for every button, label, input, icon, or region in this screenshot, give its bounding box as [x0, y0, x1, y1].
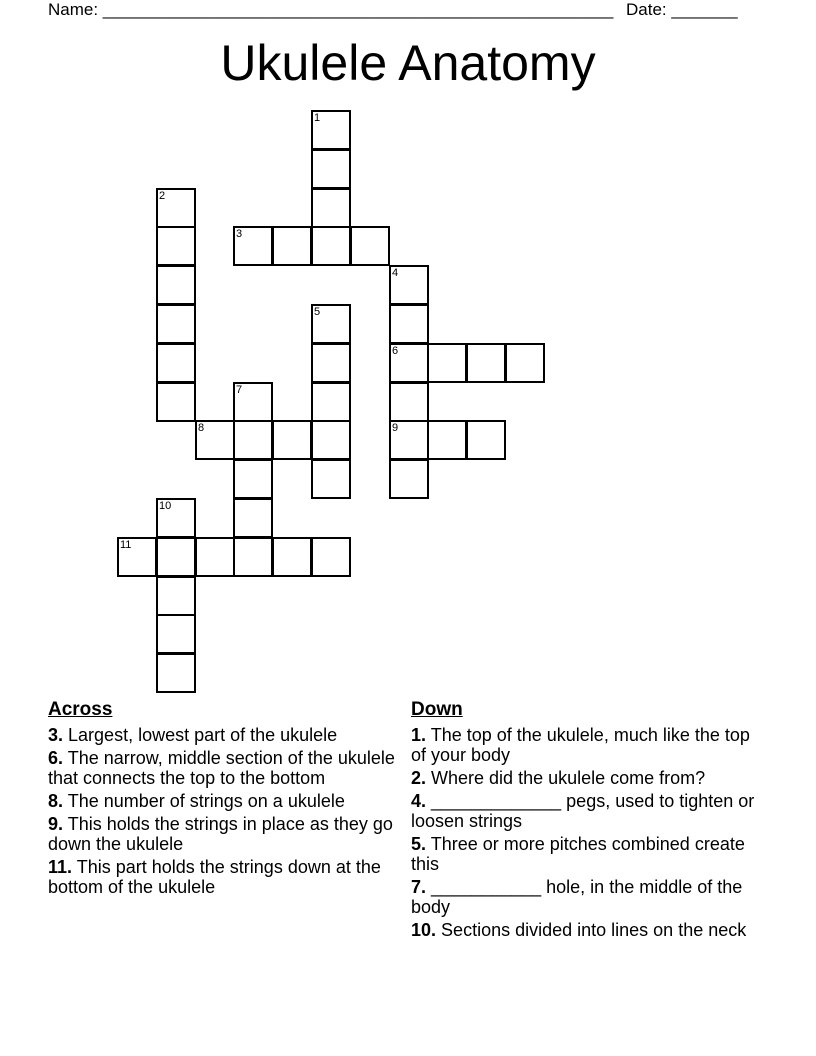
grid-cell[interactable] [195, 537, 235, 577]
grid-cell[interactable] [311, 149, 351, 189]
date-field-label[interactable]: Date: _______ [626, 0, 738, 19]
cell-number: 10 [159, 500, 172, 512]
clue-number: 10. [411, 920, 437, 940]
clue-across-8 [48, 791, 398, 811]
cell-number: 3 [236, 228, 243, 240]
grid-cell[interactable] [233, 498, 273, 538]
grid-cell[interactable] [311, 188, 351, 228]
grid-cell[interactable] [311, 382, 351, 422]
grid-cell[interactable] [272, 537, 312, 577]
clue-text: _____________ pegs, used to tighten or loosen strings [411, 791, 755, 831]
grid-cell[interactable] [311, 226, 351, 266]
cell-number: 4 [392, 267, 399, 279]
grid-cell[interactable] [272, 420, 312, 460]
grid-cell[interactable] [311, 110, 351, 150]
grid-cell[interactable] [156, 304, 196, 344]
grid-cell[interactable] [156, 576, 196, 616]
grid-cell[interactable] [272, 226, 312, 266]
grid-cell[interactable] [389, 304, 429, 344]
down-heading: Down [411, 699, 463, 720]
across-heading: Across [48, 699, 113, 720]
cell-number: 5 [314, 306, 321, 318]
clue-across-6 [48, 748, 398, 788]
clue-down-10 [411, 920, 756, 940]
clue-across-3 [48, 725, 398, 745]
grid-cell[interactable] [389, 420, 429, 460]
cell-number: 1 [314, 112, 321, 124]
grid-cell[interactable] [233, 459, 273, 499]
grid-cell[interactable] [389, 343, 429, 383]
clue-across-11 [48, 857, 398, 897]
grid-cell[interactable] [427, 343, 467, 383]
clue-text: Three or more pitches combined create this [411, 834, 745, 874]
grid-cell[interactable] [389, 382, 429, 422]
grid-cell[interactable] [311, 420, 351, 460]
clue-number: 9. [48, 814, 64, 834]
cell-number: 9 [392, 422, 399, 434]
grid-cell[interactable] [156, 343, 196, 383]
clue-number: 3. [48, 725, 64, 745]
clue-text: Sections divided into lines on the neck [441, 920, 747, 940]
clue-number: 5. [411, 834, 427, 854]
clue-number: 1. [411, 725, 427, 745]
grid-cell[interactable] [466, 420, 506, 460]
grid-cell[interactable] [233, 537, 273, 577]
grid-cell[interactable] [156, 537, 196, 577]
clue-text: The top of the ukulele, much like the top of your body [411, 725, 750, 765]
grid-cell[interactable] [195, 420, 235, 460]
grid-cell[interactable] [505, 343, 545, 383]
grid-cell[interactable] [156, 498, 196, 538]
grid-cell[interactable] [117, 537, 157, 577]
clue-number: 2. [411, 768, 427, 788]
grid-cell[interactable] [389, 459, 429, 499]
grid-cell[interactable] [311, 343, 351, 383]
grid-cell[interactable] [233, 226, 273, 266]
clue-down-5 [411, 834, 756, 874]
grid-cell[interactable] [156, 265, 196, 305]
cell-number: 6 [392, 345, 399, 357]
cell-number: 7 [236, 384, 243, 396]
cell-number: 8 [198, 422, 205, 434]
clue-text: The number of strings on a ukulele [67, 791, 345, 811]
grid-cell[interactable] [156, 614, 196, 654]
clue-down-4 [411, 791, 756, 831]
grid-cell[interactable] [350, 226, 390, 266]
clue-text: ___________ hole, in the middle of the body [411, 877, 743, 917]
clue-number: 4. [411, 791, 427, 811]
grid-cell[interactable] [156, 188, 196, 228]
clue-down-1 [411, 725, 756, 765]
grid-cell[interactable] [156, 226, 196, 266]
down-clues [411, 700, 756, 943]
grid-cell[interactable] [156, 382, 196, 422]
grid-cell[interactable] [311, 304, 351, 344]
page-title: Ukulele Anatomy [220, 35, 596, 91]
cell-number: 2 [159, 190, 166, 202]
grid-cell[interactable] [311, 537, 351, 577]
clue-down-2 [411, 768, 756, 788]
grid-cell[interactable] [311, 459, 351, 499]
grid-cell[interactable] [427, 420, 467, 460]
clue-text: This part holds the strings down at the bottom of the ukulele [48, 857, 381, 897]
clue-text: Largest, lowest part of the ukulele [68, 725, 338, 745]
clue-number: 7. [411, 877, 427, 897]
clue-down-7 [411, 877, 756, 917]
clue-text: The narrow, middle section of the ukulele that connects the top to the bottom [48, 748, 395, 788]
name-field-label[interactable]: Name: ______________________________________________________ [48, 0, 614, 19]
clue-text: This holds the strings in place as they go down the ukulele [48, 814, 393, 854]
grid-cell[interactable] [156, 653, 196, 693]
clue-across-9 [48, 814, 398, 854]
grid-cell[interactable] [466, 343, 506, 383]
across-clues [48, 700, 398, 900]
grid-cell[interactable] [389, 265, 429, 305]
clue-text: Where did the ukulele come from? [431, 768, 706, 788]
clue-number: 6. [48, 748, 64, 768]
clue-number: 11. [48, 857, 73, 877]
clue-number: 8. [48, 791, 64, 811]
cell-number: 11 [120, 539, 132, 551]
grid-cell[interactable] [233, 420, 273, 460]
grid-cell[interactable] [233, 382, 273, 422]
